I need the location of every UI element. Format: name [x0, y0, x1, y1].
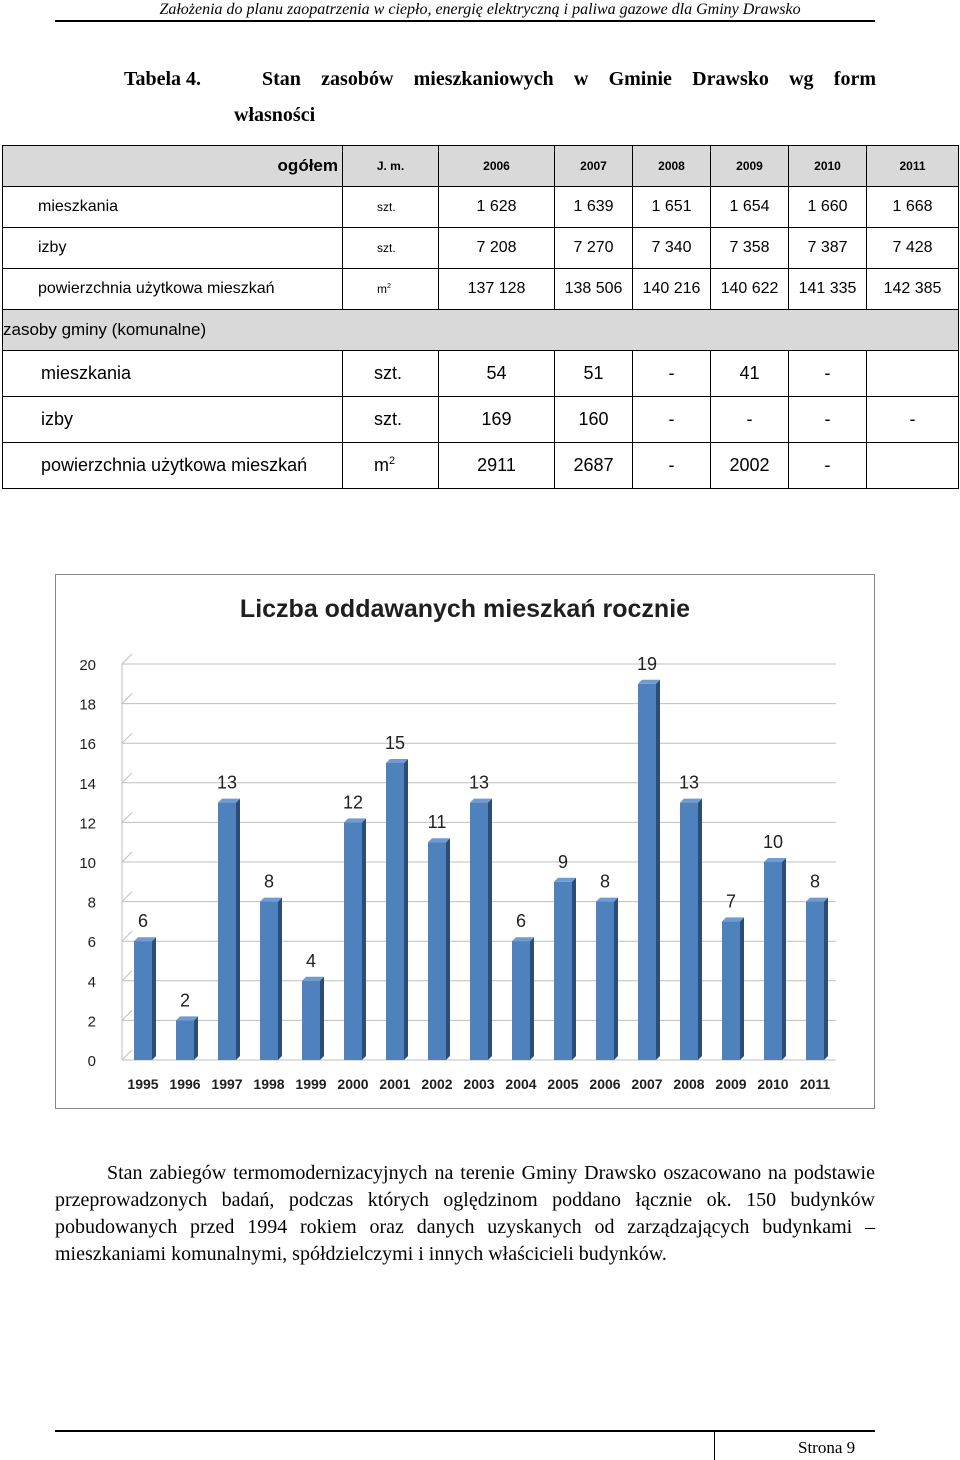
bar	[344, 822, 362, 1060]
bar-side	[824, 898, 828, 1060]
x-tick-label: 2003	[463, 1076, 495, 1092]
header-cell-year: 2009	[711, 146, 789, 187]
table-cell: 160	[555, 397, 633, 443]
bar	[218, 803, 236, 1060]
data-label: 8	[599, 871, 611, 892]
header-cell-year: 2007	[555, 146, 633, 187]
gridline-depth	[122, 654, 132, 664]
bar	[806, 902, 824, 1060]
bar	[134, 941, 152, 1060]
data-label: 13	[216, 772, 238, 793]
gridline-depth	[122, 931, 132, 941]
bar-side	[236, 799, 240, 1060]
row-label: mieszkania	[3, 351, 343, 397]
table-row	[3, 443, 959, 489]
table-cell: -	[711, 397, 789, 443]
row-unit: szt.	[343, 397, 439, 443]
bar-side	[698, 799, 702, 1060]
x-tick-label: 2002	[421, 1076, 453, 1092]
bar-chart	[55, 574, 875, 1109]
y-tick-label: 12	[79, 815, 96, 833]
bar	[638, 684, 656, 1060]
table-cell: 137 128	[439, 269, 555, 310]
x-tick-label: 2001	[379, 1076, 411, 1092]
bar	[512, 941, 530, 1060]
y-tick-label: 18	[79, 696, 96, 714]
row-unit: szt.	[343, 228, 439, 269]
section-row	[3, 310, 959, 351]
data-label: 6	[137, 911, 149, 932]
table-cell	[867, 443, 959, 489]
table-cell: 41	[711, 351, 789, 397]
table-row	[3, 269, 959, 310]
table-cell: 142 385	[867, 269, 959, 310]
data-label: 11	[427, 812, 447, 833]
chart-canvas	[56, 575, 874, 1108]
bar-side	[446, 838, 450, 1060]
chart-bars	[134, 680, 828, 1060]
unit-text: m	[374, 455, 389, 475]
bar-side	[194, 1016, 198, 1060]
table-cell: 1 651	[633, 187, 711, 228]
table-cell: 140 216	[633, 269, 711, 310]
data-label: 2	[179, 990, 191, 1011]
header-cell-total: ogółem	[3, 146, 343, 187]
header-cell-year: 2011	[867, 146, 959, 187]
row-unit	[343, 269, 439, 310]
y-tick-label: 14	[79, 775, 96, 793]
bar	[596, 902, 614, 1060]
row-unit: szt.	[343, 351, 439, 397]
row-unit: szt.	[343, 187, 439, 228]
table-cell: 7 387	[789, 228, 867, 269]
footer-divider	[714, 1431, 715, 1460]
chart-title: Liczba oddawanych mieszkań rocznie	[239, 595, 691, 623]
data-label: 10	[762, 832, 784, 852]
y-tick-label: 20	[79, 657, 96, 674]
row-label: izby	[3, 228, 343, 269]
gridline-depth	[122, 852, 132, 862]
footer-rule	[55, 1430, 875, 1432]
row-label: mieszkania	[3, 187, 343, 228]
table-cell: 169	[439, 397, 555, 443]
row-label: izby	[3, 397, 343, 443]
bar-side	[278, 898, 282, 1060]
table-cell: 1 628	[439, 187, 555, 228]
gridline-depth	[122, 694, 132, 704]
data-label: 13	[468, 772, 490, 793]
y-tick-label: 6	[87, 934, 96, 952]
table-cell: 1 660	[789, 187, 867, 228]
table-cell: -	[867, 397, 959, 443]
bar-side	[362, 818, 366, 1060]
table-header-row	[3, 146, 959, 187]
data-label: 15	[384, 733, 406, 753]
data-label: 8	[809, 871, 821, 892]
table-cell: -	[789, 351, 867, 397]
unit-text: m	[377, 282, 387, 296]
header-cell-year: 2006	[439, 146, 555, 187]
data-label: 13	[678, 772, 700, 793]
table-row	[3, 397, 959, 443]
table-row	[3, 187, 959, 228]
table-cell: 7 428	[867, 228, 959, 269]
row-label: powierzchnia użytkowa mieszkań	[3, 443, 343, 489]
y-tick-label: 4	[87, 973, 96, 991]
x-tick-label: 1999	[295, 1076, 327, 1092]
data-label: 4	[305, 950, 317, 971]
x-tick-label: 2007	[631, 1076, 663, 1092]
gridline-depth	[122, 733, 132, 743]
table-cell: 138 506	[555, 269, 633, 310]
unit-superscript: 2	[387, 281, 391, 290]
data-label: 7	[725, 891, 737, 912]
bar	[428, 842, 446, 1060]
header-cell-year: 2010	[789, 146, 867, 187]
table-cell: -	[633, 397, 711, 443]
gridline-depth	[122, 892, 132, 902]
bar-side	[404, 759, 408, 1060]
bar	[470, 803, 488, 1060]
table-title-continuation: własności	[234, 104, 316, 126]
body-paragraph: Stan zabiegów termomodernizacyjnych na terenie Gminy Drawsko oszacowano na podstawie przeprowadzonych badań, podczas których oględzinom poddano łącznie ok. 150 budynków pobudowanych przed 1994 rokiem oraz danych uzyskanych od zarządzających budynkami – mieszkaniami komunalnymi, spółdzielczymi i innych właścicieli budynków.	[55, 1162, 875, 1265]
x-tick-label: 1997	[211, 1076, 243, 1092]
x-tick-label: 2011	[799, 1076, 831, 1092]
table-cell: -	[633, 443, 711, 489]
table-cell: 140 622	[711, 269, 789, 310]
table-cell: 51	[555, 351, 633, 397]
y-tick-label: 8	[87, 894, 96, 912]
gridline-depth	[122, 773, 132, 783]
x-tick-label: 1998	[253, 1076, 285, 1092]
bar	[386, 763, 404, 1060]
table-cell: -	[789, 397, 867, 443]
bar-side	[572, 878, 576, 1060]
x-tick-label: 2006	[589, 1076, 621, 1092]
y-tick-label: 10	[79, 855, 96, 872]
section-label: zasoby gminy (komunalne)	[3, 310, 959, 351]
gridline-depth	[122, 971, 132, 981]
table-cell: 1 668	[867, 187, 959, 228]
y-tick-label: 2	[87, 1013, 96, 1031]
x-tick-label: 2010	[757, 1076, 789, 1092]
bar-side	[656, 680, 660, 1060]
table-cell: 2687	[555, 443, 633, 489]
table-cell: 7 208	[439, 228, 555, 269]
data-label: 12	[342, 792, 364, 813]
bar	[764, 862, 782, 1060]
table-title: Stan zasobów mieszkaniowych w Gminie Drawsko wg form	[262, 68, 876, 90]
x-tick-label: 2005	[547, 1076, 579, 1092]
bar	[260, 902, 278, 1060]
y-tick-label: 16	[79, 736, 96, 754]
x-tick-label: 1996	[169, 1076, 201, 1092]
table-cell: 7 270	[555, 228, 633, 269]
page-number: Strona 9	[798, 1438, 856, 1457]
unit-superscript: 2	[389, 455, 396, 467]
table-cell: 1 639	[555, 187, 633, 228]
table-cell: -	[633, 351, 711, 397]
x-tick-label: 2000	[337, 1076, 369, 1092]
x-tick-label: 2004	[505, 1076, 537, 1092]
bar-side	[530, 937, 534, 1060]
x-tick-label: 2009	[715, 1076, 747, 1092]
table-cell: 2911	[439, 443, 555, 489]
table-cell: 7 358	[711, 228, 789, 269]
housing-stock-table	[2, 145, 959, 489]
bar-side	[740, 917, 744, 1060]
table-cell: 1 654	[711, 187, 789, 228]
header-cell-unit: J. m.	[343, 146, 439, 187]
bar	[176, 1020, 194, 1060]
row-unit	[343, 443, 439, 489]
table-cell: 141 335	[789, 269, 867, 310]
bar-side	[614, 898, 618, 1060]
table-row	[3, 228, 959, 269]
table-cell	[867, 351, 959, 397]
bar-side	[488, 799, 492, 1060]
bar-side	[152, 937, 156, 1060]
table-row	[3, 351, 959, 397]
bar	[302, 981, 320, 1060]
table-cell: 2002	[711, 443, 789, 489]
bar-side	[782, 858, 786, 1060]
running-header: Założenia do planu zaopatrzenia w ciepło, energię elektryczną i paliwa gazowe dla Gminy Drawsko	[159, 1, 801, 18]
table-number: Tabela 4.	[124, 68, 202, 90]
row-label: powierzchnia użytkowa mieszkań	[3, 269, 343, 310]
table-cell: 54	[439, 351, 555, 397]
data-label: 9	[557, 851, 569, 872]
gridline-depth	[122, 1050, 132, 1060]
bar-side	[320, 977, 324, 1060]
header-rule	[55, 20, 875, 22]
y-tick-label: 0	[87, 1053, 96, 1070]
bar	[554, 882, 572, 1060]
bar	[680, 803, 698, 1060]
data-label: 6	[515, 911, 527, 932]
x-tick-label: 1995	[127, 1076, 159, 1092]
bar	[722, 921, 740, 1060]
body-text	[55, 1160, 875, 1268]
gridline-depth	[122, 812, 132, 822]
x-tick-label: 2008	[673, 1076, 705, 1092]
gridline-depth	[122, 1010, 132, 1020]
table-cell: -	[789, 443, 867, 489]
header-cell-year: 2008	[633, 146, 711, 187]
table-cell: 7 340	[633, 228, 711, 269]
data-label: 19	[636, 653, 658, 674]
data-label: 8	[263, 871, 275, 892]
